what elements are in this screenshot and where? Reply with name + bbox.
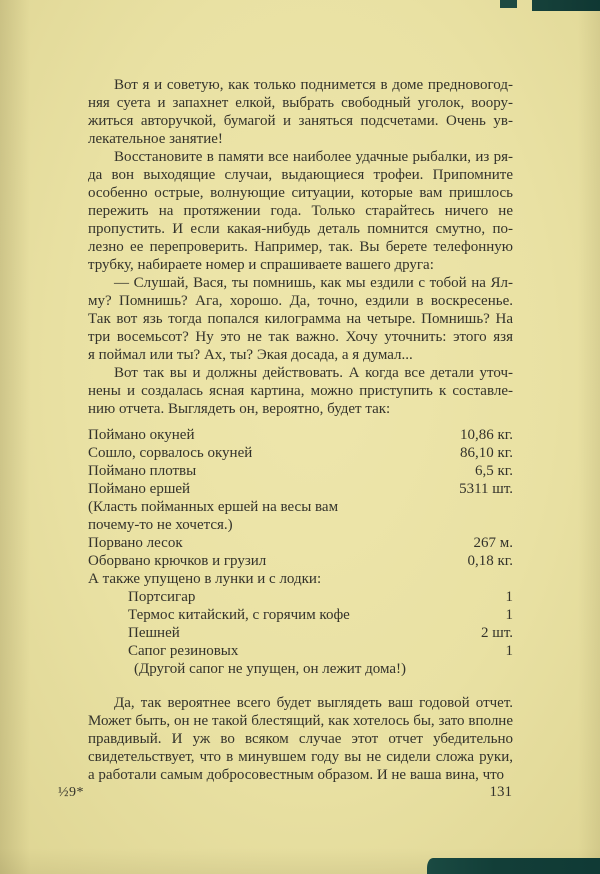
report-item-label: А также упущено в лунки и с лодки:	[88, 571, 322, 587]
report-item-label: Оборвано крючков и грузил	[88, 553, 267, 569]
text-line: Да, так вероятнее всего будет выглядеть ваш годовой отчет.	[114, 695, 513, 711]
report-row	[88, 642, 513, 660]
report-row	[88, 498, 513, 516]
report-row	[88, 588, 513, 606]
text-line: житься авторучкой, бумагой и заняться подсчетами. Очень ув-	[88, 113, 513, 129]
text-line: лезно ее перепроверить. Например, так. Вы берете телефонную	[88, 239, 513, 255]
report-row	[88, 516, 513, 534]
text-line: Может быть, он не такой блестящий, как хотелось бы, зато вполне	[88, 713, 513, 729]
report-row	[88, 606, 513, 624]
report-row	[88, 462, 513, 480]
report-row	[88, 570, 513, 588]
closing-paragraphs	[88, 694, 513, 784]
report-row	[88, 426, 513, 444]
text-line: трубку, набираете номер и спрашиваете вашего друга:	[88, 257, 434, 273]
text-line: свидетельствует, что в минувшем году вы не сидели сложа руки,	[88, 749, 513, 765]
text-line: Вот так вы и должны действовать. А когда все детали уточ-	[114, 365, 513, 381]
paragraph	[88, 364, 513, 418]
paragraph	[88, 148, 513, 274]
top-right-edge-bar	[532, 0, 600, 11]
paragraph	[88, 694, 513, 784]
report-item-value: 86,10 кг.	[460, 445, 513, 461]
report-row	[88, 444, 513, 462]
text-line: Вот я и советую, как только поднимется в доме предновогод-	[114, 77, 513, 93]
report-item-label: Пешней	[128, 625, 180, 641]
report-row	[88, 624, 513, 642]
report-row	[88, 660, 513, 678]
page-footer	[58, 784, 512, 801]
signature-mark: ½9*	[58, 785, 84, 800]
text-line: три восемьсот? Ну это не так важно. Хочу уточнить: этого язя	[88, 329, 513, 345]
text-block	[88, 76, 513, 784]
report-item-label: почему-то не хочется.)	[88, 517, 233, 533]
text-line: лекательное занятие!	[88, 131, 223, 147]
text-line: Так вот язь тогда попался килограмма на четыре. Помнишь? На	[88, 311, 513, 327]
report-item-value: 1	[505, 589, 513, 605]
report-item-value: 0,18 кг.	[467, 553, 513, 569]
text-line: — Слушай, Вася, ты помнишь, как мы ездили с тобой на Ял-	[114, 275, 513, 291]
report-item-value: 6,5 кг.	[475, 463, 513, 479]
text-line: пропустить. И если какая-нибудь деталь помнится смутно, по-	[88, 221, 513, 237]
report-row	[88, 534, 513, 552]
report-item-label: Сапог резиновых	[128, 643, 239, 659]
bottom-right-edge-bar	[427, 858, 600, 874]
body-paragraphs	[88, 76, 513, 418]
report-item-label: (Класть пойманных ершей на весы вам	[88, 499, 339, 515]
report-item-label: Сошло, сорвалось окуней	[88, 445, 253, 461]
report-item-label: Поймано окуней	[88, 427, 195, 443]
top-edge-mark-icon	[500, 0, 517, 8]
text-line: нены и создалась ясная картина, можно приступить к составле-	[88, 383, 513, 399]
text-line: я поймал или ты? Ах, ты? Экая досада, а я думал...	[88, 347, 413, 363]
text-line: пережить на протяжении года. Только старайтесь ничего не	[88, 203, 513, 219]
text-line: му? Помнишь? Ага, хорошо. Да, точно, ездили в воскресенье.	[88, 293, 513, 309]
report-row	[88, 552, 513, 570]
report-item-value: 2 шт.	[481, 625, 513, 641]
report-item-value: 267 м.	[473, 535, 513, 551]
report-item-label: Поймано плотвы	[88, 463, 197, 479]
report-item-value: 10,86 кг.	[460, 427, 513, 443]
text-line: Восстановите в памяти все наиболее удачные рыбалки, из ря-	[114, 149, 513, 165]
text-line: да вон выходящие случаи, выдающиеся трофеи. Припомните	[88, 167, 513, 183]
catch-report-list	[88, 426, 513, 678]
report-item-label: Термос китайский, с горячим кофе	[128, 607, 350, 623]
report-row	[88, 480, 513, 498]
report-item-value: 1	[505, 607, 513, 623]
report-item-label: Портсигар	[128, 589, 196, 605]
paragraph	[88, 76, 513, 148]
report-item-label: (Другой сапог не упущен, он лежит дома!)	[134, 661, 407, 677]
paragraph	[88, 274, 513, 364]
report-item-value: 1	[505, 643, 513, 659]
report-item-label: Порвано лесок	[88, 535, 183, 551]
text-line: а работали самым добросовестным образом. И не ваша вина, что	[88, 767, 505, 783]
text-line: правдивый. И уж во всяком случае этот отчет убедительно	[88, 731, 513, 747]
report-item-label: Поймано ершей	[88, 481, 191, 497]
page-number: 131	[489, 784, 512, 800]
text-line: няя суета и запахнет елкой, выбрать свободный уголок, воору-	[88, 95, 513, 111]
text-line: особенно острые, волнующие ситуации, которые вам пришлось	[88, 185, 513, 201]
text-line: нию отчета. Выглядеть он, вероятно, будет так:	[88, 401, 391, 417]
report-item-value: 5311 шт.	[459, 481, 513, 497]
